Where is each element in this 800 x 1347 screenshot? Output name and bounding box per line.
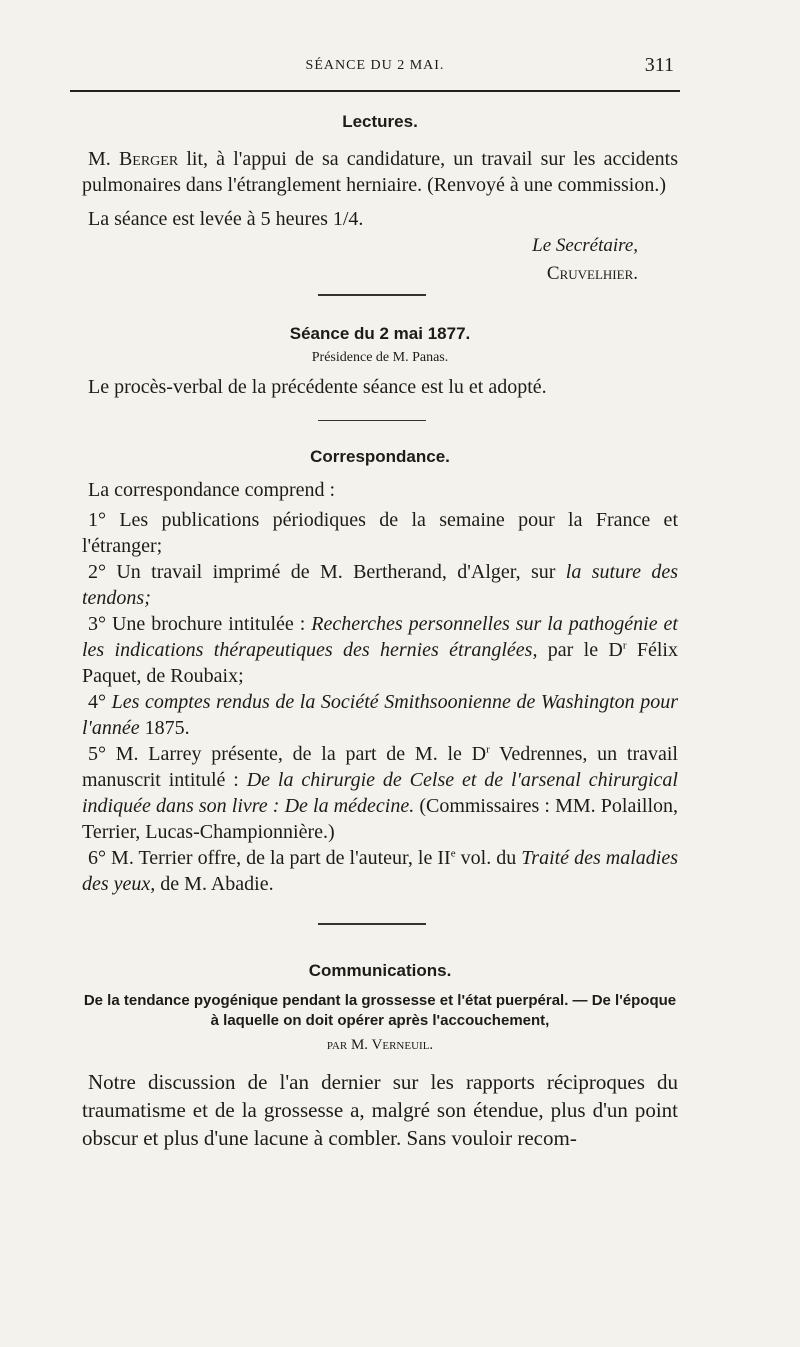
- correspondance-item-2: [82, 559, 678, 611]
- item-4-title: Les comptes rendus de la Société Smithsoonienne de Washington pour l'année: [82, 691, 678, 739]
- communication-author: par M. Verneuil.: [326, 1036, 434, 1053]
- item-6-title: Traité des maladies des yeux,: [82, 847, 678, 895]
- correspondance-item-6: [82, 845, 678, 897]
- item-3-author: Félix Paquet, de Roubaix;: [82, 639, 678, 687]
- running-head: SÉANCE DU 2 MAI.: [305, 58, 445, 73]
- item-6-text: 6° M. Terrier offre, de la part de l'auteur, le II: [88, 847, 451, 869]
- correspondance-item-1: 1° Les publications périodiques de la semaine pour la France et l'étranger;: [82, 509, 678, 557]
- lectures-paragraph-1-text: lit, à l'appui de sa candidature, un travail sur les accidents pulmonaires dans l'étranglement herniaire. (Renvoyé à une commission.): [82, 148, 678, 196]
- secretary-title: [82, 232, 638, 260]
- secretary-title-text: Le Secrétaire,: [532, 235, 638, 256]
- correspondance-item-5: [82, 741, 678, 845]
- item-6-author: de M. Abadie.: [155, 873, 274, 895]
- correspondance-item-4: [82, 689, 678, 741]
- item-5-text: 5° M. Larrey présente, de la part de M. le D: [88, 743, 487, 765]
- secretary-name: Cruvelhier.: [546, 263, 638, 284]
- item-3-author-prefix: par le D: [537, 639, 623, 661]
- item-5-sup: r: [486, 743, 490, 756]
- separator-rule-1: [318, 294, 426, 296]
- item-6-sup: e: [450, 847, 456, 860]
- item-5-title: De la chirurgie de Celse et de l'arsenal chirurgical indiquée dans son livre : De la médecine.: [82, 769, 678, 817]
- proces-verbal: Le procès-verbal de la précédente séance est lu et adopté.: [88, 375, 547, 398]
- page-body: [82, 112, 678, 1152]
- lectures-paragraph-1: [82, 146, 678, 198]
- communication-subtitle: De la tendance pyogénique pendant la grossesse et l'état puerpéral. — De l'époque à laquelle on doit opérer après l'accouchement,: [83, 991, 677, 1029]
- separator-rule-2: [318, 420, 426, 422]
- author-name-berger: M. Berger: [88, 148, 179, 170]
- item-3-title: Recherches personnelles sur la pathogénie et les indications thérapeutiques des hernies étranglées,: [82, 613, 678, 661]
- item-4-number: 4°: [88, 691, 112, 713]
- section-title-communications: Communications.: [308, 960, 452, 980]
- item-3-sup: r: [622, 639, 627, 652]
- item-5-commissaires: (Commissaires : MM. Polaillon, Terrier, Lucas-Championnière.): [82, 795, 679, 843]
- page-header: [70, 50, 680, 84]
- correspondance-intro: La correspondance comprend :: [88, 479, 336, 501]
- item-4-year: 1875.: [139, 717, 190, 739]
- section-title-correspondance: Correspondance.: [310, 447, 450, 466]
- item-3-text: 3° Une brochure intitulée :: [88, 613, 312, 635]
- separator-rule-3: [318, 923, 426, 925]
- signature-block: [82, 232, 678, 288]
- item-2-text: 2° Un travail imprimé de M. Bertherand, d'Alger, sur: [88, 561, 566, 583]
- header-rule: [70, 90, 680, 92]
- item-2-title: la suture des tendons;: [82, 561, 678, 609]
- section-title-lectures: Lectures.: [342, 112, 418, 131]
- item-5-text-2: Vedrennes, un travail manuscrit intitulé :: [82, 743, 678, 791]
- correspondance-item-3: [82, 611, 678, 689]
- lectures-paragraph-2: La séance est levée à 5 heures 1/4.: [88, 208, 364, 230]
- page-number: 311: [644, 54, 674, 76]
- item-6-text-2: vol. du: [455, 847, 522, 869]
- seance-presidence: Présidence de M. Panas.: [311, 349, 449, 365]
- communication-body: Notre discussion de l'an dernier sur les rapports réciproques du traumatisme et de la grossesse a, malgré son étendue, plus d'un point obscur et plus d'une lacune à combler. Sans vouloir recom-: [82, 1069, 678, 1150]
- seance-title: Séance du 2 mai 1877.: [289, 323, 471, 343]
